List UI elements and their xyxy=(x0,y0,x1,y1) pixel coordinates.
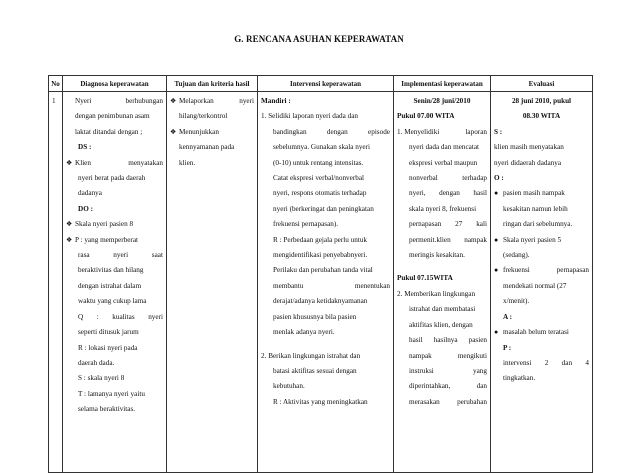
diamond-bullet-icon: ❖ xyxy=(66,235,73,244)
text: Perilaku dan perubahan tanda vital xyxy=(273,266,373,275)
text: dadanya xyxy=(78,189,102,198)
text: nampak xyxy=(409,351,432,360)
diamond-bullet-icon: ❖ xyxy=(66,220,73,229)
text: : xyxy=(96,312,99,321)
ds-label: DS : xyxy=(78,143,92,152)
text: pasien xyxy=(468,336,487,345)
header-intervensi: Intervensi keperawatan xyxy=(258,76,394,92)
cell-intervensi xyxy=(258,92,394,473)
text: Skala nyeri pasien 8 xyxy=(75,220,134,229)
text: intervensi xyxy=(503,358,532,367)
text: perubahan xyxy=(457,397,487,406)
text: dengan istrahat dalam xyxy=(78,281,142,290)
document-title: G. RENCANA ASUHAN KEPERAWATAN xyxy=(234,34,404,44)
text: diperintahkan, xyxy=(409,382,451,391)
text: 2 xyxy=(544,358,549,367)
text: yang xyxy=(473,366,487,375)
text: T : lamanya nyeri yaitu xyxy=(78,389,145,398)
text: Nyeri xyxy=(75,97,92,105)
text: P : yang memperberat xyxy=(75,235,139,244)
text: nyeri (berkeringat dan peningkatan xyxy=(273,204,374,213)
header-evaluasi: Evaluasi xyxy=(491,76,593,92)
text: klien. xyxy=(179,158,196,167)
text: nyeri xyxy=(239,97,254,105)
text: laktat ditandai dengan ; xyxy=(75,127,143,136)
s-label: S : xyxy=(494,127,503,136)
text: R : Aktivitas yang meningkatkan xyxy=(273,397,368,406)
text: episode xyxy=(368,127,390,136)
text: hasil xyxy=(473,189,487,198)
row-number: 1 xyxy=(52,97,56,105)
text: pernapasan xyxy=(556,266,589,275)
text: (0-10) untuk rentang intensitas. xyxy=(273,158,364,167)
text: menyatakan xyxy=(128,158,163,167)
text: R : Perbedaan gejala perlu untuk xyxy=(273,235,368,244)
text: nyeri berat pada daerah xyxy=(78,174,146,183)
text: istrahat dan membatasi xyxy=(409,305,476,314)
text: dengan xyxy=(439,189,460,198)
text: batasi aktifitas sesuai dengan xyxy=(273,366,357,375)
text: bandingkan xyxy=(273,127,307,136)
text: rasa xyxy=(78,251,90,260)
text: waktu yang cukup lama xyxy=(78,297,147,306)
text: masalah belum teratasi xyxy=(503,328,569,337)
cell-diagnosa xyxy=(63,92,167,473)
text: pernapasan xyxy=(409,220,442,229)
text: nyeri xyxy=(148,312,163,321)
evaluation-date: 28 juni 2010, pukul xyxy=(511,97,572,105)
text: aktifitas klien, dengan xyxy=(409,320,473,329)
text: nampak xyxy=(464,235,487,244)
text: hasil xyxy=(409,336,423,345)
text: skala nyeri 8, frekuensi xyxy=(409,204,477,213)
text: nyeri didaerah dadanya xyxy=(494,158,562,167)
header-diagnosa: Diagnosa keperawatan xyxy=(63,76,167,92)
text: nyeri xyxy=(113,251,129,260)
text: Menunjukkan xyxy=(179,127,219,136)
round-bullet-icon: ● xyxy=(494,189,499,198)
diamond-bullet-icon: ❖ xyxy=(170,127,177,136)
text: mengidentifikasi penyebabnyeri. xyxy=(273,251,368,260)
text: terhadap xyxy=(462,174,487,183)
cell-tujuan xyxy=(167,92,258,473)
text: selama beraktivitas. xyxy=(78,405,136,414)
a-label: A : xyxy=(503,312,512,321)
table-header-row xyxy=(49,76,593,92)
text: 1. Selidiki laporan nyeri dada dan xyxy=(261,112,359,121)
text: dengan penimbunan asam xyxy=(75,112,150,121)
do-label: DO : xyxy=(78,204,93,213)
text: R : lokasi nyeri pada xyxy=(78,343,138,352)
text: dan xyxy=(476,382,487,391)
text: dan xyxy=(561,358,573,367)
header-no: No xyxy=(49,76,63,92)
text: mendekati normal (27 xyxy=(503,281,567,290)
text: mengikuti xyxy=(457,351,487,360)
o-label: O : xyxy=(494,174,504,183)
text: 1. Menyelidiki xyxy=(397,127,440,136)
text: beraktivitas dan hilang xyxy=(78,266,144,275)
text: hilang/terkontrol xyxy=(179,112,228,121)
text: 2. Berikan lingkungan istrahat dan xyxy=(261,351,361,360)
text: kesakitan namun lebih xyxy=(503,204,568,213)
text: seperti ditusuk jarum xyxy=(78,328,139,337)
text: nonverbal xyxy=(409,174,438,183)
text: nyeri, xyxy=(409,189,426,198)
cell-evaluasi xyxy=(491,92,593,473)
text: daerah dada. xyxy=(78,358,115,367)
text: membantu xyxy=(273,281,304,290)
text: Q xyxy=(78,312,84,321)
text: (sedang). xyxy=(503,251,530,260)
text: 2. Memberikan lingkungan xyxy=(397,289,476,298)
round-bullet-icon: ● xyxy=(494,235,499,244)
text: nyeri dada dan mencatat xyxy=(409,143,480,152)
text: klien masih menyatakan xyxy=(494,143,564,152)
text: derajat/adanya ketidaknyamanan xyxy=(273,297,368,306)
text: hasilnya xyxy=(433,336,458,345)
text: Skala nyeri pasien 5 xyxy=(503,235,562,244)
header-tujuan: Tujuan dan kriteria hasil xyxy=(167,76,258,92)
text: menlak adanya nyeri. xyxy=(273,328,335,337)
implementation-time: Pukul 07.00 WITA xyxy=(397,112,455,121)
text: kali xyxy=(476,220,487,229)
text: menentukan xyxy=(354,281,390,290)
text: nyeri, respons otomatis terhadap xyxy=(273,189,367,198)
table-row xyxy=(49,92,593,473)
header-implementasi: Implementasi keperawatan xyxy=(394,76,491,92)
text: instruksi xyxy=(409,366,434,375)
text: laporan xyxy=(465,127,487,136)
text: 27 xyxy=(455,220,463,229)
text: kualitas xyxy=(112,312,135,321)
implementation-date: Senin/28 juni/2010 xyxy=(413,97,471,105)
diamond-bullet-icon: ❖ xyxy=(170,97,177,105)
text: permenit.klien xyxy=(409,235,451,244)
text: ringan dari sebelumnya. xyxy=(503,220,573,229)
text: saat xyxy=(151,251,163,260)
text: Melaporkan xyxy=(179,97,214,105)
p-label: P : xyxy=(503,343,512,352)
text: frekuensi xyxy=(503,266,530,275)
cell-no xyxy=(49,92,63,473)
text: frekuensi pernapasan). xyxy=(273,220,339,229)
text: dengan xyxy=(326,127,348,136)
text: kebutuhan. xyxy=(273,382,305,391)
text: berhubungan xyxy=(125,97,163,105)
text: x/menit). xyxy=(503,297,530,306)
text: Klien xyxy=(75,158,91,167)
text: meringis kesakitan. xyxy=(409,251,465,260)
care-plan-table xyxy=(48,75,593,473)
text: S : skala nyeri 8 xyxy=(78,374,125,383)
round-bullet-icon: ● xyxy=(494,328,499,337)
mandiri-label: Mandiri : xyxy=(261,97,291,105)
text: merasakan xyxy=(409,397,440,406)
text: pasien khususnya bila pasien xyxy=(273,312,357,321)
text: pasien masih nampak xyxy=(503,189,565,198)
cell-implementasi xyxy=(394,92,491,473)
text: Catat ekspresi verbal/nonverbal xyxy=(273,174,365,183)
text: sebelumnya. Gunakan skala nyeri xyxy=(273,143,370,152)
text: kennyamanan pada xyxy=(179,143,235,152)
text: ekspresi verbal maupun xyxy=(409,158,478,167)
implementation-time: Pukul 07.15WITA xyxy=(397,274,453,283)
round-bullet-icon: ● xyxy=(494,266,499,275)
text: 4 xyxy=(585,358,589,367)
evaluation-time: 08.30 WITA xyxy=(522,112,561,121)
text: tingkatkan. xyxy=(503,374,536,383)
diamond-bullet-icon: ❖ xyxy=(66,158,73,167)
